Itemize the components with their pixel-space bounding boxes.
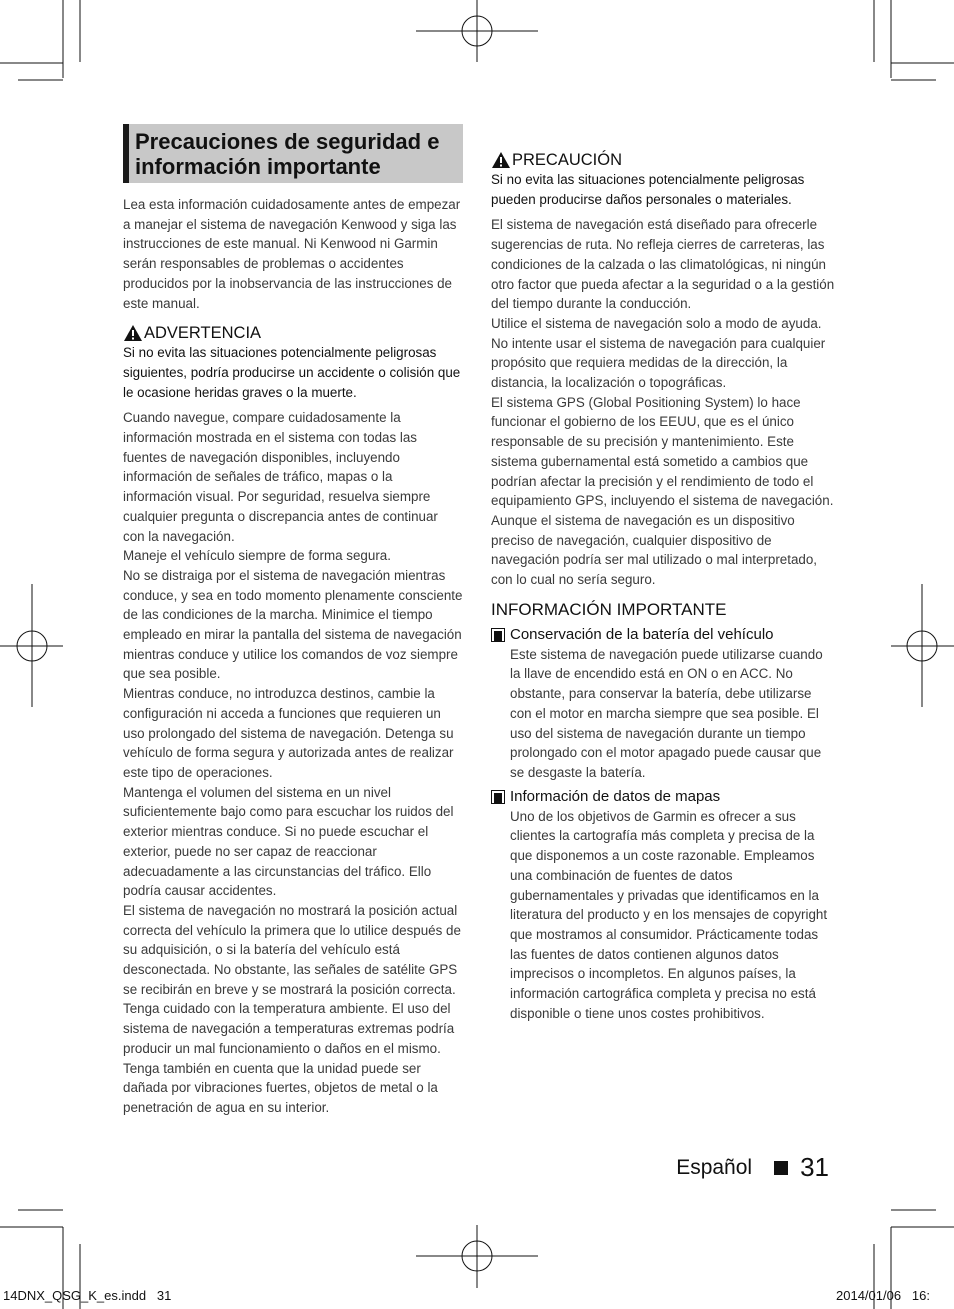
warning-paragraph: Cuando navegue, compare cuidadosamente la información mostrada en el sistema con todas las fuentes de navegación disponibles, incluyendo información de señales de tráfico, mapas o la información visual. Por seguridad, resuelva siempre cualquier pregunta o discrepancia antes de continuar con la navegación. <box>123 410 438 544</box>
caution-heading-label: PRECAUCIÓN <box>512 151 623 169</box>
slug-filename: 14DNX_QSG_K_es.indd 31 <box>3 1288 172 1303</box>
intro-paragraph: Lea esta información cuidadosamente antes de empezar a manejar el sistema de navegación Kenwood y siga las instrucciones de este manual. Ni Kenwood ni Garmin serán responsables de problemas o accidentes producidos por la inobservancia de las instrucciones de este manual. <box>123 197 461 311</box>
warning-paragraph: Mientras conduce, no introduzca destinos, cambie la configuración ni acceda a funciones que requieren un uso prolongado del sistema de navegación. Detenga su vehículo de forma segura y autorizada antes de realizar este tipo de operaciones. <box>123 686 454 780</box>
warning-paragraph: Tenga cuidado con la temperatura ambiente. El uso del sistema de navegación a temperaturas extremas podría producir un mal funcionamiento o daños en el mismo. Tenga también en cuenta que la unidad puede ser dañada por vibraciones fuertes, objetos de metal o la penetración de agua en su interior. <box>123 1001 455 1115</box>
subsection-heading <box>491 787 836 807</box>
warning-heading-label: ADVERTENCIA <box>144 324 262 343</box>
registration-mark-top <box>416 0 538 62</box>
subsection-text: Este sistema de navegación puede utilizarse cuando la llave de encendido está en ON o en ACC. No obstante, para conservar la batería, debe utilizarse con el motor en marcha siempre que sea posible. El uso del sistema de navegación durante un tiempo prolongado con el motor apagado puede causar que se desgaste la batería. <box>510 646 823 780</box>
warning-heading <box>123 323 463 343</box>
checkbox-square-icon <box>491 628 505 642</box>
caution-lead: Si no evita las situaciones potencialmente peligrosas pueden producirse daños personales o materiales. <box>491 172 805 207</box>
warning-triangle-icon <box>123 324 143 342</box>
caution-paragraph: Utilice el sistema de navegación solo a modo de ayuda. No intente usar el sistema de navegación para cualquier propósito que requiera medidas de la dirección, la distancia, la localización o topográficas. <box>491 315 826 391</box>
caution-heading <box>491 150 836 170</box>
page-title: Precauciones de seguridad e información importante <box>135 129 440 179</box>
caution-paragraph: El sistema GPS (Global Positioning System) lo hace funcionar el gobierno de los EEUU, que es el único responsable de su precisión y mantenimiento. Este sistema gubernamental está sometido a cambios que podrían afectar la precisión y el rendimiento de todo el equipamiento GPS, incluyendo el sistema de navegación. Aunque el sistema de navegación es un dispositivo preciso de navegación, cualquier dispositivo de navegación podría ser mal utilizado o mal interpretado, con lo cual no sería seguro. <box>491 394 834 588</box>
warning-lead: Si no evita las situaciones potencialmente peligrosas siguientes, podría producirse un accidente o colisión que le ocasione heridas graves o la muerte. <box>123 345 461 400</box>
subsection-title: Información de datos de mapas <box>510 787 721 805</box>
page-number: 31 <box>800 1152 829 1182</box>
registration-mark-right <box>891 584 954 707</box>
black-square-icon <box>774 1161 788 1175</box>
warning-paragraph: No se distraiga por el sistema de navegación mientras conduce, y sea en todo momento plenamente consciente de las condiciones de la marcha. Minimice el tiempo empleado en mirar la pantalla del sistema de navegación mientras conduce y utilice los comandos de voz siempre que sea posible. <box>123 567 463 682</box>
checkbox-square-icon <box>491 790 505 804</box>
subsection-title: Conservación de la batería del vehículo <box>510 625 774 643</box>
right-column <box>491 121 836 1027</box>
subsection-heading <box>491 625 836 645</box>
warning-paragraph: El sistema de navegación no mostrará la posición actual correcta del vehículo la primera que lo utilice después de su adquisición, o si la batería del vehículo está desconectada. No obstante, las señales de satélite GPS se recibirán en breve y se mostrará la posición correcta. <box>123 902 461 997</box>
section-title-box <box>123 124 463 183</box>
subsection-text: Uno de los objetivos de Garmin es ofrecer a sus clientes la cartografía más completa y precisa de la que disponemos a un coste razonable. Empleamos una combinación de fuentes de datos gubernamentales y privadas que identificamos en la literatura del producto y en los mensajes de copyright que mostramos al consumidor. Prácticamente todas las fuentes de datos contienen algunos datos imprecisos o incompletos. En algunos países, la información cartográfica completa y precisa no está disponible o tiene unos costes prohibitivos. <box>510 808 828 1021</box>
language-label: Español <box>676 1155 753 1179</box>
important-heading: INFORMACIÓN IMPORTANTE <box>491 599 727 619</box>
registration-mark-bottom <box>416 1225 538 1288</box>
slug-datetime: 2014/01/06 16: <box>836 1288 930 1303</box>
warning-triangle-icon <box>491 151 511 169</box>
warning-paragraph: Mantenga el volumen del sistema en un nivel suficientemente bajo como para escuchar los ruidos del exterior mientras conduce. Si no puede escuchar el exterior, puede no ser capaz de reaccionar adecuadamente a las circunstancias del tráfico. Ello podría causar accidentes. <box>123 784 454 899</box>
registration-mark-left <box>0 584 63 707</box>
left-column <box>123 124 463 1118</box>
caution-paragraph: El sistema de navegación está diseñado para ofrecerle sugerencias de ruta. No refleja cierres de carreteras, las condiciones de la calzada o las climatológicas, ni ningún otro factor que pueda afectar a la seguridad o a la gestión del tiempo durante la conducción. <box>491 217 835 312</box>
page-footer <box>676 1152 829 1183</box>
warning-paragraph: Maneje el vehículo siempre de forma segura. <box>123 548 391 564</box>
